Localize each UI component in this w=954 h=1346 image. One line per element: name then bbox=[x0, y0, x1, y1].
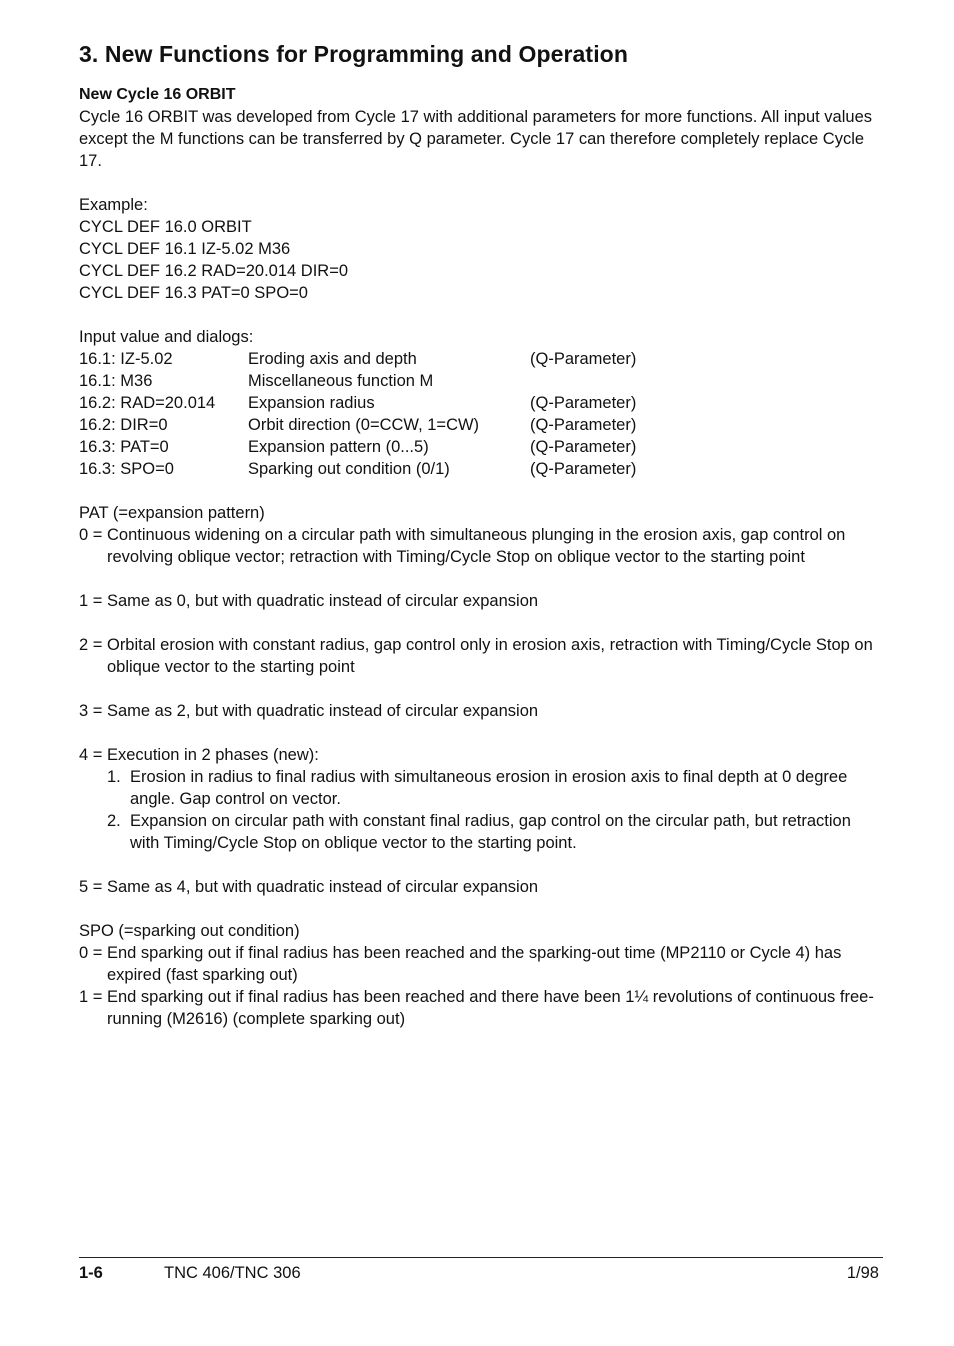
phase-list bbox=[107, 766, 879, 854]
input-note: (Q-Parameter) bbox=[530, 416, 637, 434]
footer-date: 1/98 bbox=[846, 1264, 879, 1282]
input-code: 16.3: PAT=0 bbox=[79, 438, 169, 456]
pat-option-4: 4 = Execution in 2 phases (new): bbox=[79, 746, 319, 764]
step-number: 2. bbox=[107, 812, 121, 830]
table-row bbox=[79, 414, 636, 436]
input-description: Orbit direction (0=CCW, 1=CW) bbox=[248, 416, 480, 434]
list-item bbox=[107, 810, 879, 854]
subsection-heading: New Cycle 16 ORBIT bbox=[79, 86, 236, 103]
input-description: Sparking out condition (0/1) bbox=[248, 460, 450, 478]
pat-option-5: 5 = Same as 4, but with quadratic instead of circular expansion bbox=[79, 878, 539, 896]
spo-label: SPO (=sparking out condition) bbox=[79, 922, 300, 940]
input-note: (Q-Parameter) bbox=[530, 438, 637, 456]
section-heading: 3. New Functions for Programming and Operation bbox=[79, 41, 628, 67]
footer-divider bbox=[79, 1257, 883, 1258]
spo-option-0: 0 = End sparking out if final radius has been reached and the sparking-out time (MP2110 or Cycle 4) has expired (fast sparking out) bbox=[79, 944, 842, 984]
step-text: Erosion in radius to final radius with simultaneous erosion in erosion axis to final depth at 0 degree angle. Gap control on vector. bbox=[130, 768, 848, 808]
input-note: (Q-Parameter) bbox=[530, 460, 637, 478]
example-line: CYCL DEF 16.1 IZ-5.02 M36 bbox=[79, 240, 291, 258]
table-row bbox=[79, 392, 636, 414]
page-content bbox=[79, 38, 879, 1030]
pat-option-2: 2 = Orbital erosion with constant radius, gap control only in erosion axis, retraction with Timing/Cycle Stop on oblique vector to the starting point bbox=[79, 636, 873, 676]
table-row bbox=[79, 348, 636, 370]
input-code: 16.1: IZ-5.02 bbox=[79, 350, 173, 368]
table-row bbox=[79, 370, 636, 392]
example-line: CYCL DEF 16.2 RAD=20.014 DIR=0 bbox=[79, 262, 349, 280]
example-label: Example: bbox=[79, 196, 148, 214]
input-description: Miscellaneous function M bbox=[248, 372, 434, 390]
input-description: Eroding axis and depth bbox=[248, 350, 417, 368]
page-number: 1-6 bbox=[79, 1264, 103, 1282]
pat-option-1: 1 = Same as 0, but with quadratic instead of circular expansion bbox=[79, 592, 539, 610]
intro-paragraph: Cycle 16 ORBIT was developed from Cycle 17 with additional parameters for more functions. All input values except the M functions can be transferred by Q parameter. Cycle 17 can therefore completely replace Cycle 17. bbox=[79, 108, 877, 170]
pat-label: PAT (=expansion pattern) bbox=[79, 504, 265, 522]
table-row bbox=[79, 458, 636, 480]
input-description: Expansion radius bbox=[248, 394, 375, 412]
step-text: Expansion on circular path with constant final radius, gap control on the circular path, but retraction with Timing/Cycle Stop on oblique vector to the starting point. bbox=[130, 812, 851, 852]
pat-option-0: 0 = Continuous widening on a circular path with simultaneous plunging in the erosion axis, gap control on revolving oblique vector; retraction with Timing/Cycle Stop on oblique vector to the starting point bbox=[79, 526, 846, 566]
input-values-table bbox=[79, 348, 636, 480]
example-line: CYCL DEF 16.3 PAT=0 SPO=0 bbox=[79, 284, 308, 302]
spo-option-1: 1 = End sparking out if final radius has been reached and there have been 1¼ revolutions of continuous free-running (M2616) (complete sparking out) bbox=[79, 988, 874, 1028]
input-code: 16.2: RAD=20.014 bbox=[79, 394, 216, 412]
input-code: 16.1: M36 bbox=[79, 372, 153, 390]
inputs-label: Input value and dialogs: bbox=[79, 328, 254, 346]
table-row bbox=[79, 436, 636, 458]
step-number: 1. bbox=[107, 768, 121, 786]
input-description: Expansion pattern (0...5) bbox=[248, 438, 429, 456]
list-item bbox=[107, 766, 879, 810]
pat-option-3: 3 = Same as 2, but with quadratic instead of circular expansion bbox=[79, 702, 539, 720]
footer-model: TNC 406/TNC 306 bbox=[164, 1264, 301, 1282]
input-note: (Q-Parameter) bbox=[530, 394, 637, 412]
example-line: CYCL DEF 16.0 ORBIT bbox=[79, 218, 252, 236]
input-code: 16.3: SPO=0 bbox=[79, 460, 174, 478]
input-note bbox=[530, 370, 636, 392]
input-code: 16.2: DIR=0 bbox=[79, 416, 168, 434]
input-note: (Q-Parameter) bbox=[530, 350, 637, 368]
